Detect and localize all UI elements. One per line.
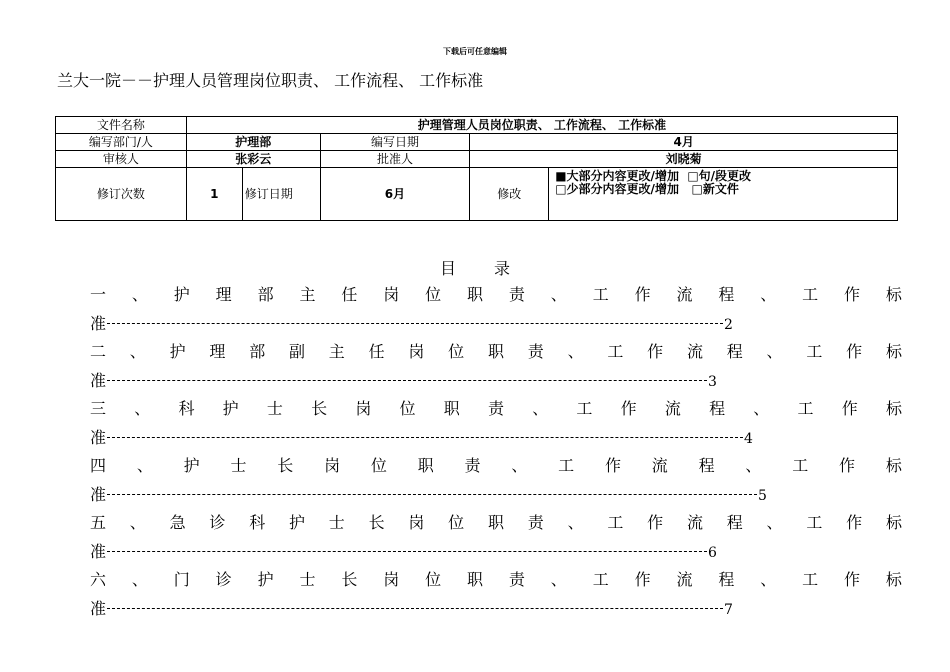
toc-title-char: 程 <box>726 513 743 532</box>
toc-leader-dashes <box>107 494 757 495</box>
toc-title-char: 工 <box>576 399 593 418</box>
toc-title-char: 流 <box>664 399 681 418</box>
top-note: 下载后可任意编辑 <box>443 47 507 56</box>
toc-title-char: 职 <box>443 399 460 418</box>
toc-page-number: 7 <box>724 602 733 618</box>
toc-title-tail: 准 <box>90 371 107 390</box>
toc-title-char: 士 <box>230 456 247 475</box>
toc-title-char: 任 <box>368 342 385 361</box>
toc-title-char: 四 <box>90 456 107 475</box>
toc-title-char: 标 <box>885 513 902 532</box>
toc-leader-dashes <box>107 323 723 324</box>
toc-title-char: 、 <box>129 513 146 532</box>
toc-title-char: 三 <box>90 399 107 418</box>
toc-entry-title <box>90 511 902 535</box>
toc-title-char: 作 <box>634 570 651 589</box>
revision-date-label: 修订日期 <box>242 168 320 221</box>
toc-title-char: 工 <box>806 513 823 532</box>
toc-title-char: 作 <box>841 399 858 418</box>
file-name-row <box>56 117 898 134</box>
toc-title-char: 作 <box>647 342 664 361</box>
toc-entry-title <box>90 340 902 364</box>
toc-title-char: 诊 <box>209 513 226 532</box>
toc-title-char: 程 <box>726 342 743 361</box>
toc-title-char: 理 <box>209 342 226 361</box>
toc-title-char: 长 <box>311 399 328 418</box>
toc-title-char: 工 <box>592 570 609 589</box>
toc-title-char: 流 <box>651 456 668 475</box>
toc-title-tail: 准 <box>90 485 107 504</box>
toc-entry-title <box>90 397 902 421</box>
toc-title-char: 标 <box>885 456 902 475</box>
toc-title-char: 作 <box>844 285 861 304</box>
toc-entry-title <box>90 568 902 592</box>
toc-title-char: 护 <box>222 399 239 418</box>
toc-title-char: 、 <box>760 570 777 589</box>
toc-title-char: 长 <box>368 513 385 532</box>
toc-title-char: 、 <box>550 570 567 589</box>
toc-title-char: 、 <box>129 342 146 361</box>
toc-page-number: 4 <box>744 431 753 447</box>
toc-title-char: 急 <box>169 513 186 532</box>
toc-title-tail: 准 <box>90 314 107 333</box>
toc-title-tail: 准 <box>90 542 107 561</box>
toc-leader-dashes <box>107 608 723 609</box>
toc-title-char: 工 <box>797 399 814 418</box>
toc-title-char: 、 <box>511 456 528 475</box>
toc-title-char: 作 <box>844 570 861 589</box>
toc-title-char: 位 <box>425 285 442 304</box>
reviewer-label: 审核人 <box>56 151 187 168</box>
toc-title-char: 位 <box>425 570 442 589</box>
toc-title-char: 位 <box>448 513 465 532</box>
modify-option-new-file: □新文件 <box>691 182 739 196</box>
toc-page-number: 3 <box>708 374 717 390</box>
toc-entry[interactable] <box>90 511 902 564</box>
toc-heading: 目录 <box>439 259 548 278</box>
toc-title-char: 程 <box>718 285 735 304</box>
toc-title-char: 、 <box>136 456 153 475</box>
toc-title-tail: 准 <box>90 599 107 618</box>
toc-title-char: 标 <box>885 285 902 304</box>
toc-title-char: 职 <box>417 456 434 475</box>
document-info-table <box>55 116 898 221</box>
toc-title-char: 工 <box>802 570 819 589</box>
toc-entry-title <box>90 283 902 307</box>
toc-title-char: 职 <box>467 285 484 304</box>
toc-title-char: 主 <box>299 285 316 304</box>
toc-title-char: 二 <box>90 342 107 361</box>
toc-title-char: 、 <box>567 513 584 532</box>
toc-entry[interactable] <box>90 397 902 450</box>
approver-value: 刘晓菊 <box>470 151 898 168</box>
toc-title-char: 工 <box>806 342 823 361</box>
toc-title-char: 科 <box>178 399 195 418</box>
toc-title-char: 工 <box>792 456 809 475</box>
toc-title-char: 流 <box>676 570 693 589</box>
toc-title-char: 理 <box>215 285 232 304</box>
toc-title-char: 岗 <box>383 285 400 304</box>
toc-title-tail: 准 <box>90 428 107 447</box>
toc-title-char: 工 <box>592 285 609 304</box>
toc-leader-dashes <box>107 380 707 381</box>
write-date-label: 编写日期 <box>320 134 470 151</box>
toc-title-char: 长 <box>341 570 358 589</box>
toc-title-char: 门 <box>173 570 190 589</box>
toc-leader-dashes <box>107 437 743 438</box>
toc-title-char: 五 <box>90 513 107 532</box>
toc-title-char: 、 <box>567 342 584 361</box>
toc-title-char: 士 <box>266 399 283 418</box>
toc-title-char: 职 <box>487 342 504 361</box>
modify-option-sentence: □句/段更改 <box>687 169 752 183</box>
toc-title-char: 作 <box>846 513 863 532</box>
dept-row <box>56 134 898 151</box>
toc-title-char: 程 <box>698 456 715 475</box>
toc-title-char: 位 <box>399 399 416 418</box>
toc-title-char: 护 <box>288 513 305 532</box>
toc-title-char: 长 <box>277 456 294 475</box>
toc-title-char: 护 <box>257 570 274 589</box>
document-title: 兰大一院－－护理人员管理岗位职责、 工作流程、 工作标准 <box>57 71 484 90</box>
dept-label: 编写部门/人 <box>56 134 187 151</box>
dept-value: 护理部 <box>186 134 320 151</box>
toc-title-char: 责 <box>508 285 525 304</box>
toc-title-char: 工 <box>558 456 575 475</box>
review-row <box>56 151 898 168</box>
toc-title-char: 诊 <box>215 570 232 589</box>
toc-title-char: 六 <box>90 570 107 589</box>
toc-title-char: 标 <box>885 570 902 589</box>
toc-entry[interactable] <box>90 454 902 507</box>
toc-title-char: 护 <box>169 342 186 361</box>
toc-title-char: 士 <box>328 513 345 532</box>
write-date-value: 4月 <box>470 134 898 151</box>
toc-title-char: 作 <box>634 285 651 304</box>
toc-entry[interactable] <box>90 568 902 621</box>
revision-count-label: 修订次数 <box>56 168 187 221</box>
toc-entry-title <box>90 454 902 478</box>
toc-title-char: 工 <box>802 285 819 304</box>
toc-title-char: 士 <box>299 570 316 589</box>
toc-title-char: 、 <box>753 399 770 418</box>
toc-entry[interactable] <box>90 340 902 393</box>
toc-title-char: 岗 <box>355 399 372 418</box>
toc-page-number: 2 <box>724 317 733 333</box>
toc-title-char: 作 <box>647 513 664 532</box>
toc-entry[interactable] <box>90 283 902 336</box>
reviewer-value: 张彩云 <box>186 151 320 168</box>
toc-title-char: 、 <box>760 285 777 304</box>
toc-title-char: 作 <box>620 399 637 418</box>
toc-title-char: 工 <box>607 342 624 361</box>
toc-title-char: 作 <box>846 342 863 361</box>
modify-option-minor: □少部分内容更改/增加 <box>555 182 679 196</box>
toc-title-char: 职 <box>467 570 484 589</box>
toc-title-char: 责 <box>527 513 544 532</box>
file-name-label: 文件名称 <box>56 117 187 134</box>
toc-title-char: 程 <box>718 570 735 589</box>
toc-title-char: 主 <box>328 342 345 361</box>
toc-title-char: 流 <box>686 513 703 532</box>
modify-option-major: ■大部分内容更改/增加 <box>555 169 679 183</box>
toc-title-char: 、 <box>131 570 148 589</box>
toc-title-char: 护 <box>173 285 190 304</box>
toc-title-char: 、 <box>131 285 148 304</box>
toc-title-char: 部 <box>249 342 266 361</box>
toc-title-char: 流 <box>676 285 693 304</box>
toc-title-char: 责 <box>464 456 481 475</box>
toc-title-char: 一 <box>90 285 107 304</box>
toc-title-char: 职 <box>487 513 504 532</box>
toc-title-char: 岗 <box>383 570 400 589</box>
toc-title-char: 、 <box>766 342 783 361</box>
revision-count-value: 1 <box>186 168 242 221</box>
toc-title-char: 位 <box>448 342 465 361</box>
toc-title-char: 标 <box>885 399 902 418</box>
toc-title-char: 岗 <box>408 513 425 532</box>
modify-options <box>549 168 898 221</box>
toc-title-char: 科 <box>249 513 266 532</box>
toc-title-char: 责 <box>508 570 525 589</box>
toc-title-char: 作 <box>839 456 856 475</box>
toc-leader-dashes <box>107 551 707 552</box>
toc-title-char: 任 <box>341 285 358 304</box>
toc-title-char: 岗 <box>408 342 425 361</box>
toc-title-char: 工 <box>607 513 624 532</box>
toc-title-char: 责 <box>487 399 504 418</box>
toc-title-char: 、 <box>532 399 549 418</box>
toc-page-number: 6 <box>708 545 717 561</box>
toc-title-char: 、 <box>745 456 762 475</box>
toc-page-number: 5 <box>758 488 767 504</box>
toc-title-char: 岗 <box>324 456 341 475</box>
toc-title-char: 护 <box>183 456 200 475</box>
toc-title-char: 程 <box>709 399 726 418</box>
toc-title-char: 、 <box>134 399 151 418</box>
toc-title-char: 副 <box>288 342 305 361</box>
toc-title-char: 部 <box>257 285 274 304</box>
toc-title-char: 流 <box>686 342 703 361</box>
toc-title-char: 、 <box>550 285 567 304</box>
toc-title-char: 、 <box>766 513 783 532</box>
toc-title-char: 标 <box>885 342 902 361</box>
modify-label: 修改 <box>470 168 549 221</box>
revision-row <box>56 168 898 221</box>
toc-title-char: 责 <box>527 342 544 361</box>
toc-title-char: 作 <box>604 456 621 475</box>
revision-date-value: 6月 <box>320 168 470 221</box>
toc-title-char: 位 <box>370 456 387 475</box>
file-name-value: 护理管理人员岗位职责、 工作流程、 工作标准 <box>186 117 897 134</box>
approver-label: 批准人 <box>320 151 470 168</box>
